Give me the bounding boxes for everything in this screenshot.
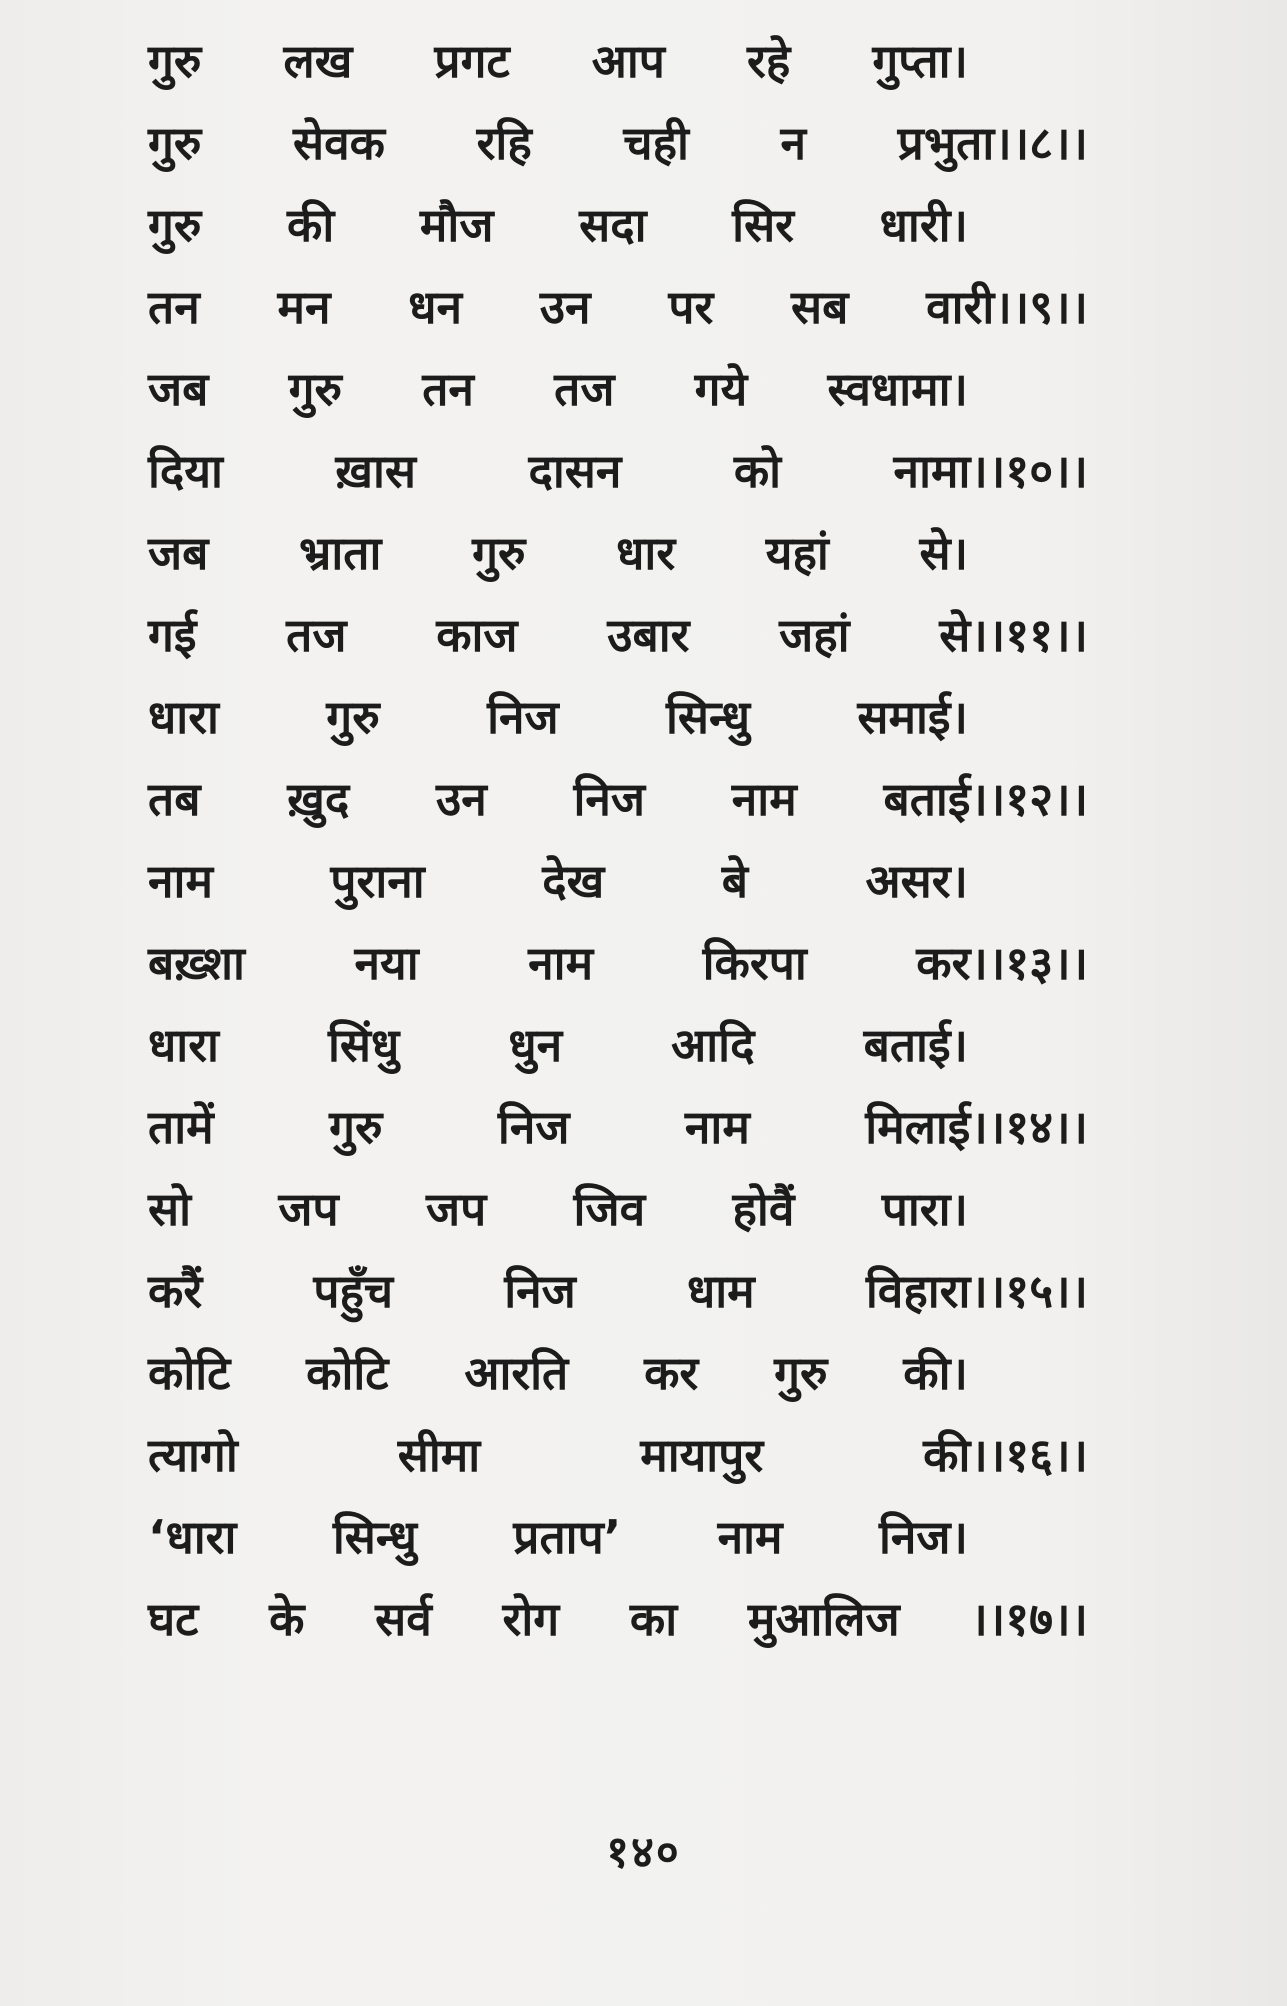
verse-word: लख xyxy=(283,34,353,88)
verse-word: ।।१७।। xyxy=(970,1592,1088,1646)
verse-word: रहे xyxy=(747,34,791,88)
verse-word: निज xyxy=(573,772,646,826)
verse-word: पहुँच xyxy=(313,1264,394,1318)
verse-word: नाम xyxy=(148,854,213,908)
verse-word: सर्व xyxy=(375,1592,432,1646)
verse-word: स्वधामा। xyxy=(827,362,968,416)
verse-word: चही xyxy=(623,116,689,170)
verse-word: धार xyxy=(616,526,676,580)
verse-word: सब xyxy=(791,280,849,334)
verse-word: से। xyxy=(919,526,968,580)
verse-word: गुरु xyxy=(148,116,202,170)
verse-word: गुरु xyxy=(148,34,202,88)
verse-line xyxy=(148,184,968,266)
verse-word: नामा।।१०।। xyxy=(893,444,1088,498)
verse-word: जहां xyxy=(779,608,850,662)
verse-word: धारी। xyxy=(879,198,968,252)
verse-line xyxy=(148,20,968,102)
verse-word: सिन्धु xyxy=(332,1510,417,1564)
verse-word: तामें xyxy=(148,1100,214,1154)
verse-word: तज xyxy=(554,362,615,416)
verse-word: नाम xyxy=(717,1510,783,1564)
verse-word: सिर xyxy=(732,198,794,252)
verse-word: नया xyxy=(354,936,419,990)
verse-word: प्रभुता।।८।। xyxy=(897,116,1088,170)
verse-word: गुप्ता। xyxy=(872,34,968,88)
verse-word: धन xyxy=(408,280,463,334)
verse-word: विहारा।।१५।। xyxy=(865,1264,1088,1318)
verse-word: रोग xyxy=(502,1592,560,1646)
verse-line xyxy=(148,594,1088,676)
verse-word: बख़्शा xyxy=(148,936,245,990)
verse-word: कोटि xyxy=(148,1346,231,1400)
verse-word: निज xyxy=(497,1100,570,1154)
verse-word: धारा xyxy=(148,1018,219,1072)
verse-word: ‘धारा xyxy=(148,1510,237,1564)
verse-word: उन xyxy=(539,280,591,334)
verse-word: की xyxy=(287,198,335,252)
verse-word: गुरु xyxy=(472,526,526,580)
verse-word: कर xyxy=(644,1346,699,1400)
verse-word: निज xyxy=(504,1264,576,1318)
verse-word: सिंधु xyxy=(327,1018,400,1072)
verse-word: जब xyxy=(148,362,209,416)
verse-word: बताई। xyxy=(863,1018,968,1072)
verse-word: काज xyxy=(436,608,518,662)
verse-word: सिन्धु xyxy=(666,690,751,744)
verse-word: होवैं xyxy=(732,1182,795,1236)
verse-word: नाम xyxy=(731,772,797,826)
verse-line xyxy=(148,1168,968,1250)
verse-word: समाई। xyxy=(857,690,968,744)
verse-word: मायापुर xyxy=(640,1428,764,1482)
verse-word: नाम xyxy=(528,936,594,990)
verse-word: कर।।१३।। xyxy=(916,936,1088,990)
verse-word: कोटि xyxy=(306,1346,389,1400)
verse-word: की। xyxy=(903,1346,968,1400)
verse-word: आदि xyxy=(671,1018,755,1072)
verse-line xyxy=(148,840,968,922)
verse-word: असर। xyxy=(865,854,968,908)
verse-line xyxy=(148,348,968,430)
verse-word: गुरु xyxy=(148,198,202,252)
verse-line xyxy=(148,430,1088,512)
verse-word: के xyxy=(269,1592,305,1646)
verse-word: सो xyxy=(148,1182,192,1236)
verse-word: गुरु xyxy=(326,690,380,744)
verse-word: बताई।।१२।। xyxy=(883,772,1088,826)
verse-word: उन xyxy=(436,772,487,826)
verse-line xyxy=(148,1086,1088,1168)
verse-word: तन xyxy=(422,362,474,416)
verse-word: तज xyxy=(286,608,347,662)
verse-line xyxy=(148,1332,968,1414)
verse-line xyxy=(148,922,1088,1004)
verse-line xyxy=(148,1414,1088,1496)
verse-word: करैं xyxy=(148,1264,203,1318)
verse-word: तन xyxy=(148,280,200,334)
verse-line xyxy=(148,1004,968,1086)
verse-word: रहि xyxy=(476,116,532,170)
verse-word: धाम xyxy=(686,1264,755,1318)
verse-word: नाम xyxy=(684,1100,750,1154)
verse-word: को xyxy=(733,444,782,498)
verse-word: निज xyxy=(487,690,559,744)
verse-word: किरपा xyxy=(702,936,807,990)
verse-line xyxy=(148,1578,1088,1660)
verse-word: धारा xyxy=(148,690,219,744)
verse-word: वारी।।९।। xyxy=(926,280,1088,334)
verse-word: त्यागो xyxy=(148,1428,238,1482)
verse-word: देख xyxy=(542,854,605,908)
verse-block xyxy=(148,20,1088,1660)
verse-word: घट xyxy=(148,1592,199,1646)
verse-word: मौज xyxy=(419,198,494,252)
verse-word: मिलाई।।१४।। xyxy=(865,1100,1088,1154)
verse-word: धुन xyxy=(508,1018,563,1072)
verse-word: गुरु xyxy=(288,362,342,416)
verse-line xyxy=(148,758,1088,840)
page-number: १४० xyxy=(606,1827,681,1878)
verse-line xyxy=(148,1496,968,1578)
verse-word: यहां xyxy=(765,526,829,580)
verse-word: जप xyxy=(278,1182,339,1236)
verse-line xyxy=(148,512,968,594)
verse-word: मन xyxy=(277,280,331,334)
verse-word: सदा xyxy=(579,198,647,252)
verse-word: प्रताप’ xyxy=(513,1510,622,1564)
verse-word: आरति xyxy=(464,1346,569,1400)
verse-word: पर xyxy=(668,280,714,334)
verse-word: जप xyxy=(425,1182,487,1236)
verse-word: जब xyxy=(148,526,209,580)
verse-word: सीमा xyxy=(397,1428,481,1482)
verse-word: मुआलिज xyxy=(747,1592,900,1646)
verse-line xyxy=(148,102,1088,184)
verse-word: निज। xyxy=(878,1510,968,1564)
verse-word: भ्राता xyxy=(299,526,382,580)
verse-word: गये xyxy=(694,362,748,416)
verse-word: से।।११।। xyxy=(939,608,1088,662)
verse-word: दिया xyxy=(148,444,223,498)
verse-word: गई xyxy=(148,608,197,662)
verse-word: पारा। xyxy=(881,1182,968,1236)
verse-line xyxy=(148,266,1088,348)
verse-word: का xyxy=(629,1592,678,1646)
verse-word: गुरु xyxy=(329,1100,383,1154)
verse-word: पुराना xyxy=(330,854,425,908)
verse-word: जिव xyxy=(573,1182,646,1236)
verse-word: दासन xyxy=(528,444,622,498)
verse-word: तब xyxy=(148,772,201,826)
verse-line xyxy=(148,1250,1088,1332)
verse-word: सेवक xyxy=(293,116,386,170)
verse-word: बे xyxy=(721,854,749,908)
verse-word: प्रगट xyxy=(434,34,510,88)
verse-word: ख़ास xyxy=(335,444,417,498)
verse-word: गुरु xyxy=(774,1346,828,1400)
verse-word: की।।१६।। xyxy=(923,1428,1088,1482)
verse-word: उबार xyxy=(607,608,690,662)
verse-word: आप xyxy=(591,34,665,88)
verse-word: ख़ुद xyxy=(287,772,350,826)
verse-word: न xyxy=(780,116,807,170)
verse-line xyxy=(148,676,968,758)
